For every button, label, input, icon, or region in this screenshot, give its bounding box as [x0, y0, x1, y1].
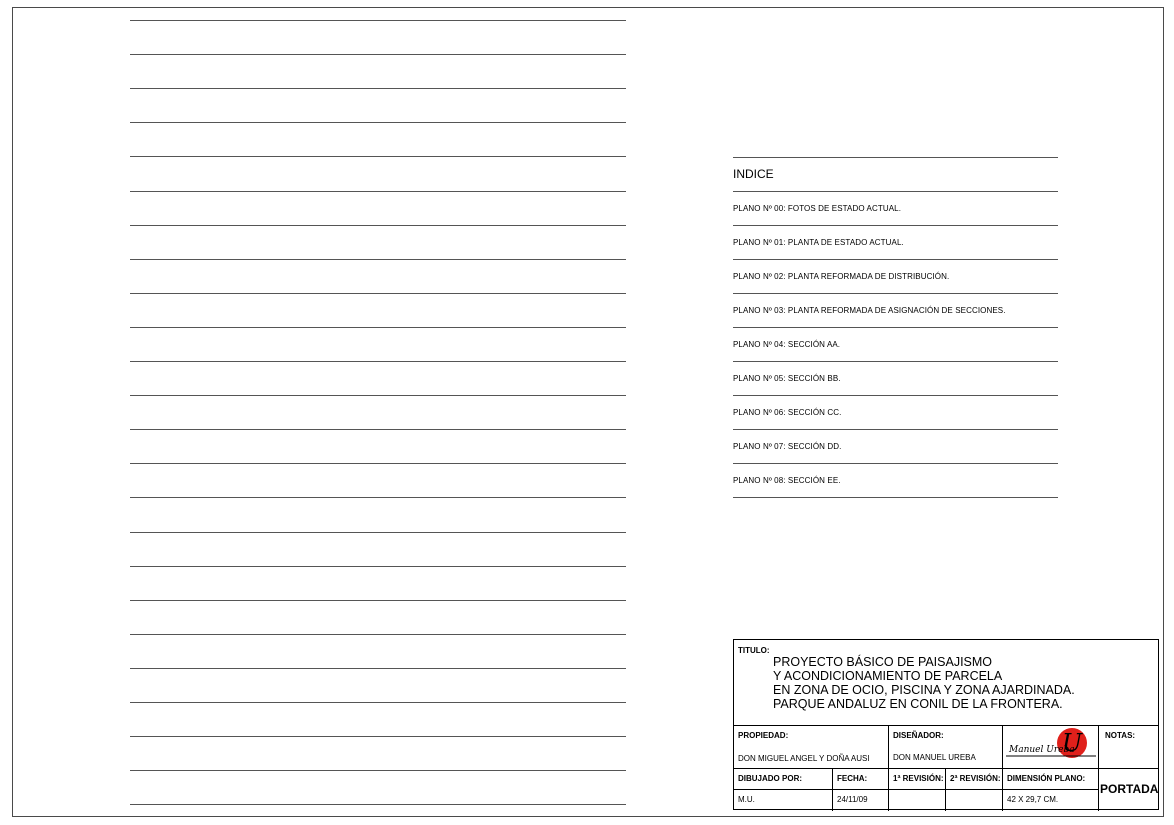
- index-item: PLANO Nº 05: SECCIÓN BB.: [733, 374, 841, 383]
- dimension-value: 42 X 29,7 CM.: [1007, 795, 1059, 804]
- notas-label: NOTAS:: [1105, 731, 1136, 740]
- ruled-line: [130, 736, 626, 737]
- ruled-line: [130, 88, 626, 89]
- ruled-line: [130, 770, 626, 771]
- ruled-line: [130, 668, 626, 669]
- divider: [734, 789, 1098, 790]
- fecha-value: 24/11/09: [837, 795, 868, 804]
- divider: [734, 768, 1158, 769]
- ruled-line: [130, 156, 626, 157]
- ruled-line: [130, 497, 626, 498]
- ruled-line: [130, 225, 626, 226]
- ruled-line: [130, 395, 626, 396]
- ruled-line: [130, 191, 626, 192]
- ruled-line: [130, 702, 626, 703]
- logo-mark: U: [1062, 729, 1083, 757]
- signature-logo-icon: [1004, 726, 1100, 762]
- project-title: [773, 655, 1075, 711]
- designer-signature-logo: [1004, 726, 1100, 762]
- ruled-line: [130, 122, 626, 123]
- ruled-line: [130, 600, 626, 601]
- index-item: PLANO Nº 06: SECCIÓN CC.: [733, 408, 842, 417]
- ruled-line: [130, 429, 626, 430]
- ruled-line: [130, 54, 626, 55]
- index-item: PLANO Nº 03: PLANTA REFORMADA DE ASIGNACIÓN DE SECCIONES.: [733, 306, 1006, 315]
- project-title-line: PROYECTO BÁSICO DE PAISAJISMO: [773, 655, 993, 669]
- index-title: INDICE: [733, 167, 774, 181]
- ruled-line: [130, 361, 626, 362]
- titulo-label: TITULO:: [738, 646, 770, 655]
- project-title-line: Y ACONDICIONAMIENTO DE PARCELA: [773, 669, 1003, 683]
- dibujado-label: DIBUJADO POR:: [738, 774, 803, 783]
- title-block: [733, 639, 1159, 810]
- dibujado-value: M.U.: [738, 795, 755, 804]
- index-table: [733, 157, 1058, 498]
- dimension-label: DIMENSIÓN PLANO:: [1007, 774, 1086, 783]
- ruled-line: [130, 20, 626, 21]
- divider: [1002, 725, 1003, 811]
- index-list: [733, 192, 1058, 498]
- ruled-line: [130, 532, 626, 533]
- revision2-label: 2ª REVISIÓN:: [950, 774, 1001, 783]
- project-title-line: EN ZONA DE OCIO, PISCINA Y ZONA AJARDINADA.: [773, 683, 1075, 697]
- ruled-line: [130, 634, 626, 635]
- ruled-line: [130, 463, 626, 464]
- index-item: PLANO Nº 02: PLANTA REFORMADA DE DISTRIBUCIÓN.: [733, 272, 950, 281]
- propiedad-value: DON MIGUEL ANGEL Y DOÑA AUSI: [738, 754, 870, 763]
- ruled-line: [130, 259, 626, 260]
- index-item: PLANO Nº 00: FOTOS DE ESTADO ACTUAL.: [733, 204, 902, 213]
- propiedad-label: PROPIEDAD:: [738, 731, 789, 740]
- disenador-label: DISEÑADOR:: [893, 731, 944, 740]
- index-item: PLANO Nº 01: PLANTA DE ESTADO ACTUAL.: [733, 238, 904, 247]
- project-title-line: PARQUE ANDALUZ EN CONIL DE LA FRONTERA.: [773, 697, 1063, 711]
- ruled-line: [130, 327, 626, 328]
- disenador-value: DON MANUEL UREBA: [893, 753, 976, 762]
- ruled-notes-area: [130, 20, 626, 806]
- index-item: PLANO Nº 08: SECCIÓN EE.: [733, 476, 841, 485]
- sheet-name: PORTADA: [1100, 782, 1159, 796]
- ruled-line: [130, 566, 626, 567]
- divider: [945, 768, 946, 811]
- divider: [888, 725, 889, 811]
- ruled-line: [130, 804, 626, 805]
- logo-signature: Manuel Ureba: [1009, 745, 1075, 755]
- index-item: PLANO Nº 04: SECCIÓN AA.: [733, 340, 841, 349]
- index-item: PLANO Nº 07: SECCIÓN DD.: [733, 442, 842, 451]
- ruled-line: [130, 293, 626, 294]
- divider: [832, 768, 833, 811]
- revision1-label: 1ª REVISIÓN:: [893, 774, 944, 783]
- fecha-label: FECHA:: [837, 774, 868, 783]
- index-rule: [733, 497, 1058, 498]
